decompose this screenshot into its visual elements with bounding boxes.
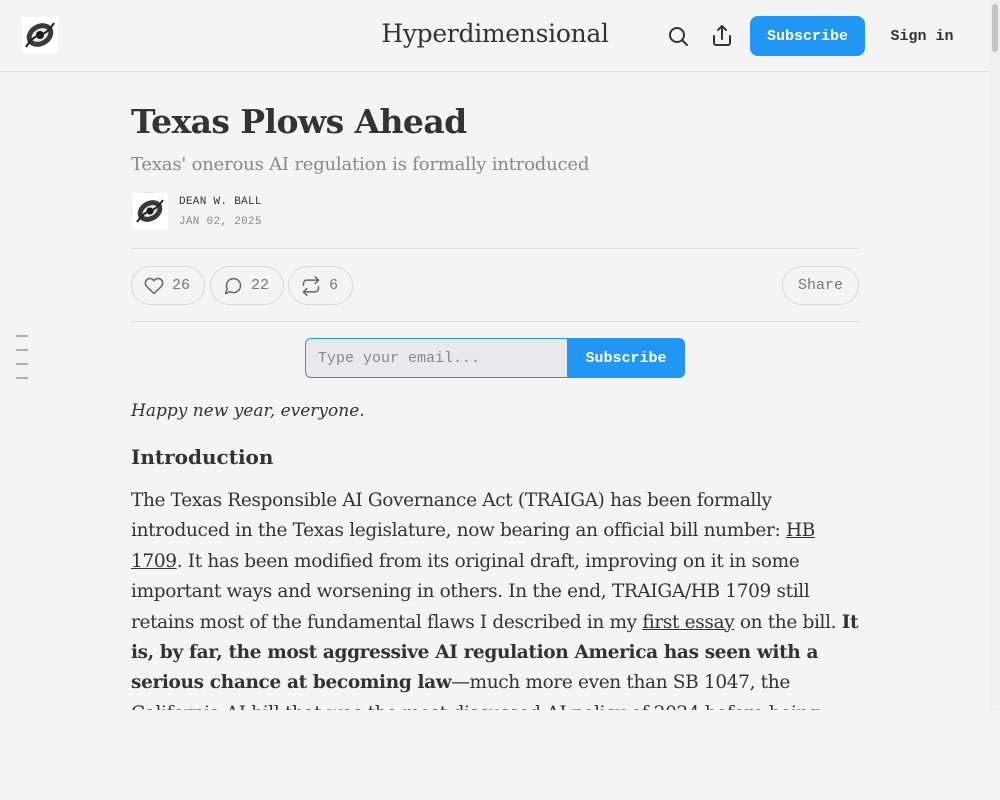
article-header: [131, 100, 859, 232]
first-essay-link[interactable]: first essay: [642, 611, 735, 633]
author-name[interactable]: DEAN W. BALL: [179, 196, 262, 208]
toc-line: [16, 363, 28, 365]
table-of-contents-toggle[interactable]: [16, 335, 28, 391]
scrollbar[interactable]: [990, 0, 1000, 710]
paragraph-text: on the bill.: [734, 611, 842, 633]
heart-icon: [144, 276, 164, 296]
paragraph-text: . It has been modified from its original draft, improving on it in some important ways and worsening in others. In the end, TRAIGA/HB 1709 still retains most of the fundamental flaws I described in my: [131, 550, 810, 633]
like-button[interactable]: [131, 266, 205, 305]
publish-date: JAN 02, 2025: [179, 216, 262, 228]
article-subtitle: Texas' onerous AI regulation is formally introduced: [131, 154, 590, 175]
post-actions-bar: [131, 248, 859, 322]
restack-button[interactable]: [288, 266, 353, 305]
publication-title[interactable]: Hyperdimensional: [381, 19, 609, 48]
comment-button[interactable]: [210, 266, 284, 305]
toc-line: [16, 377, 28, 379]
email-signup-form: [305, 338, 685, 378]
signup-subscribe-button[interactable]: Subscribe: [567, 338, 685, 378]
comment-icon: [223, 276, 243, 296]
restack-count: 6: [329, 277, 339, 294]
email-input[interactable]: [305, 338, 569, 378]
sign-in-button[interactable]: Sign in: [880, 16, 964, 56]
byline: [131, 192, 859, 232]
paragraph-text: The Texas Responsible AI Governance Act (TRAIGA) has been formally introduced in the Texas legislature, now bearing an official bill number:: [131, 490, 786, 542]
restack-icon: [301, 276, 321, 296]
toc-line: [16, 349, 28, 351]
section-heading: Introduction: [131, 445, 274, 469]
share-icon[interactable]: [710, 24, 734, 48]
bold-text: It is, by far, the most aggressive AI regulation America has seen with a serious chance at becoming law: [131, 611, 859, 694]
site-header: [0, 0, 990, 72]
toc-line: [16, 335, 28, 337]
share-button[interactable]: Share: [782, 266, 859, 305]
bill-link[interactable]: HB 1709: [131, 520, 815, 572]
article-title: Texas Plows Ahead: [131, 102, 467, 141]
paragraph-text: —much more even than SB 1047, the: [451, 672, 790, 694]
comment-count: 22: [251, 277, 270, 294]
greeting-text: Happy new year, everyone.: [131, 401, 365, 421]
page-bottom-area: [0, 710, 1000, 800]
author-avatar[interactable]: [131, 192, 167, 228]
search-icon[interactable]: [666, 24, 690, 48]
subscribe-button[interactable]: Subscribe: [750, 16, 865, 56]
article-body: [131, 394, 859, 710]
like-count: 26: [172, 277, 191, 294]
scrollbar-thumb[interactable]: [992, 4, 998, 52]
